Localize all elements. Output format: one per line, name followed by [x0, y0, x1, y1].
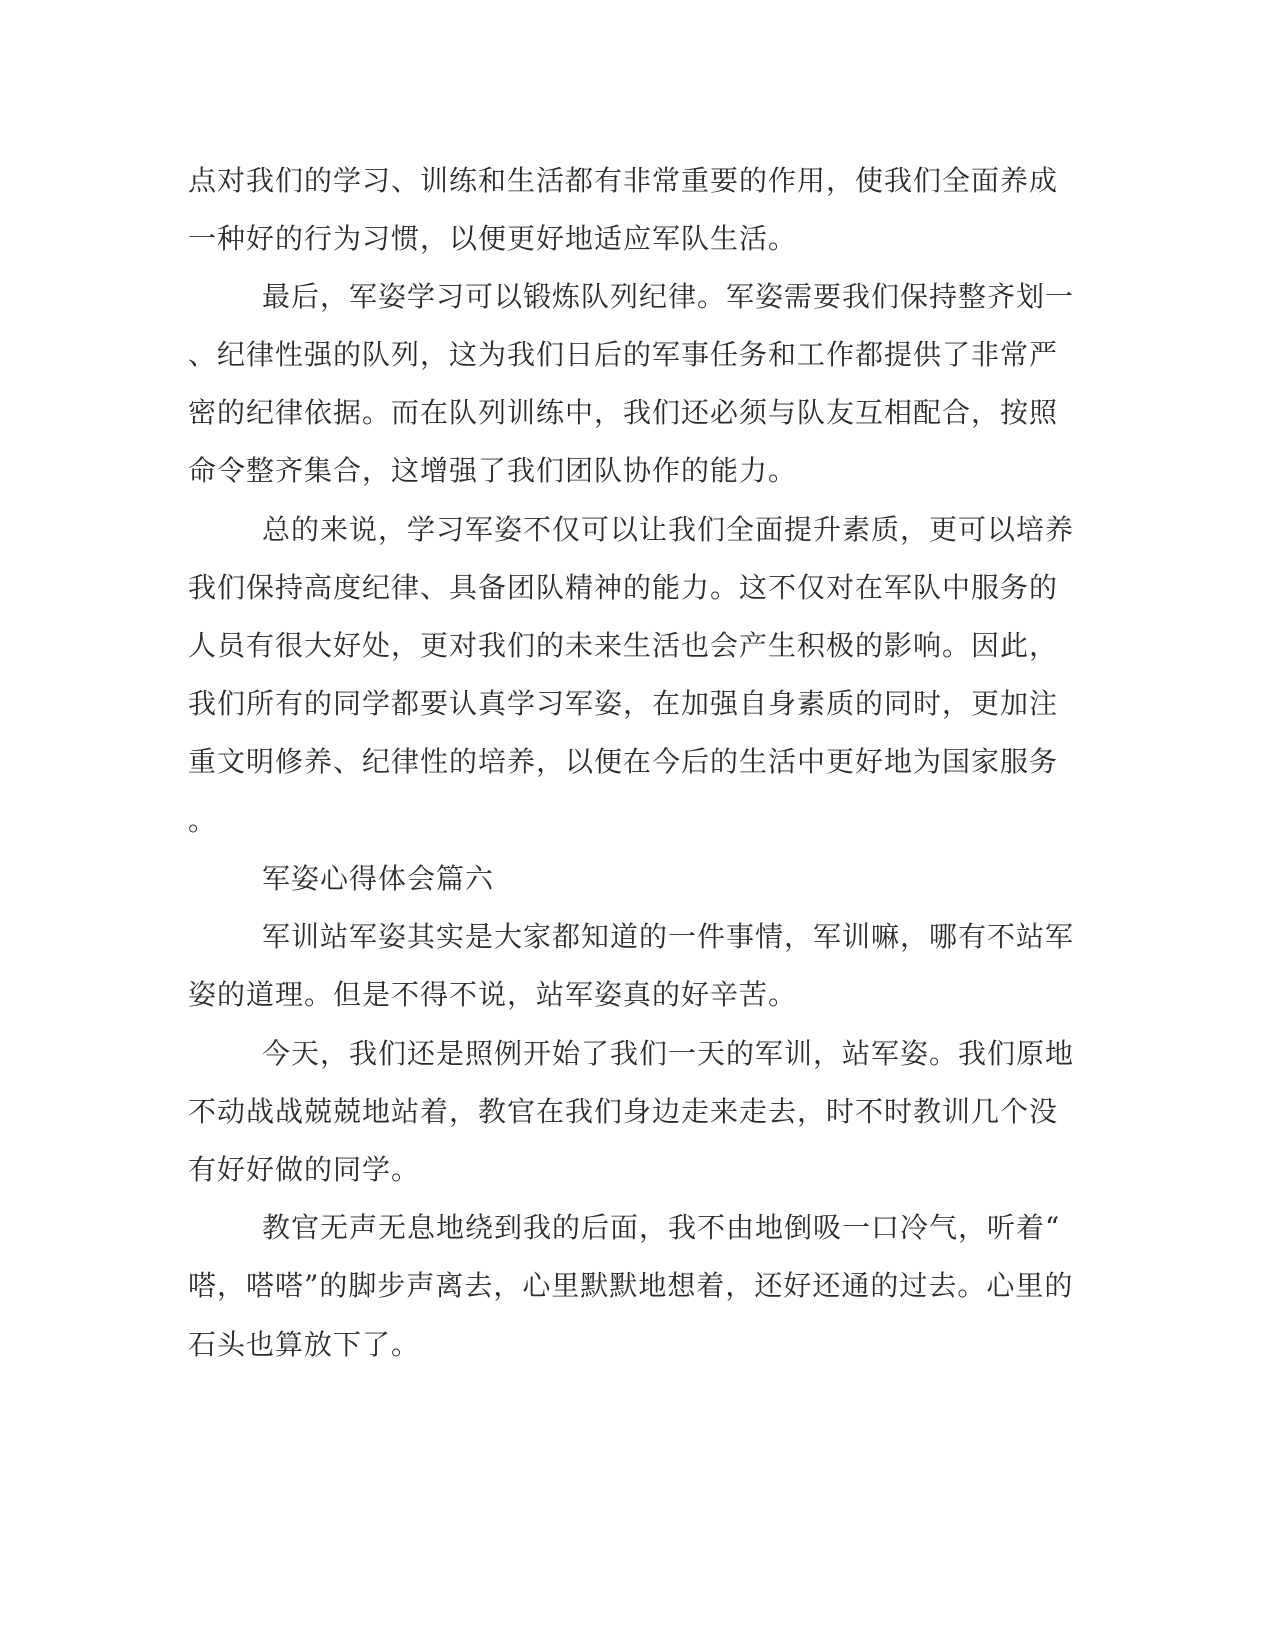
text-line: 总的来说，学习军姿不仅可以让我们全面提升素质，更可以培养 [262, 513, 1075, 546]
text-line: 一种好的行为习惯，以便更好地适应军队生活。 [188, 222, 798, 255]
text-line: 军训站军姿其实是大家都知道的一件事情，军训嘛，哪有不站军 [262, 920, 1075, 953]
text-line: 人员有很大好处，更对我们的未来生活也会产生积极的影响。因此， [188, 629, 1059, 662]
text-line: 石头也算放下了。 [188, 1328, 421, 1361]
text-line: 密的纪律依据。而在队列训练中，我们还必须与队友互相配合，按照 [188, 396, 1059, 429]
text-line: 重文明修养、纪律性的培养，以便在今后的生活中更好地为国家服务 [188, 745, 1059, 778]
text-line: 不动战战兢兢地站着，教官在我们身边走来走去，时不时教训几个没 [188, 1095, 1059, 1128]
text-line: 、纪律性强的队列，这为我们日后的军事任务和工作都提供了非常严 [188, 338, 1059, 371]
text-line: 最后，军姿学习可以锻炼队列纪律。军姿需要我们保持整齐划一 [262, 280, 1075, 313]
section-heading: 军姿心得体会篇六 [262, 862, 495, 895]
text-line: 我们所有的同学都要认真学习军姿，在加强自身素质的同时，更加注 [188, 687, 1059, 720]
text-line: 我们保持高度纪律、具备团队精神的能力。这不仅对在军队中服务的 [188, 571, 1059, 604]
text-line: 嗒，嗒嗒”的脚步声离去，心里默默地想着，还好还通的过去。心里的 [188, 1269, 1074, 1302]
text-line: 今天，我们还是照例开始了我们一天的军训，站军姿。我们原地 [262, 1037, 1075, 1070]
text-line: 姿的道理。但是不得不说，站军姿真的好辛苦。 [188, 978, 798, 1011]
text-line: 命令整齐集合，这增强了我们团队协作的能力。 [188, 454, 798, 487]
text-line: 点对我们的学习、训练和生活都有非常重要的作用，使我们全面养成 [188, 164, 1059, 197]
text-line: 教官无声无息地绕到我的后面，我不由地倒吸一口冷气，听着“ [262, 1211, 1061, 1244]
text-line: 有好好做的同学。 [188, 1153, 421, 1186]
text-line: 。 [188, 804, 218, 837]
